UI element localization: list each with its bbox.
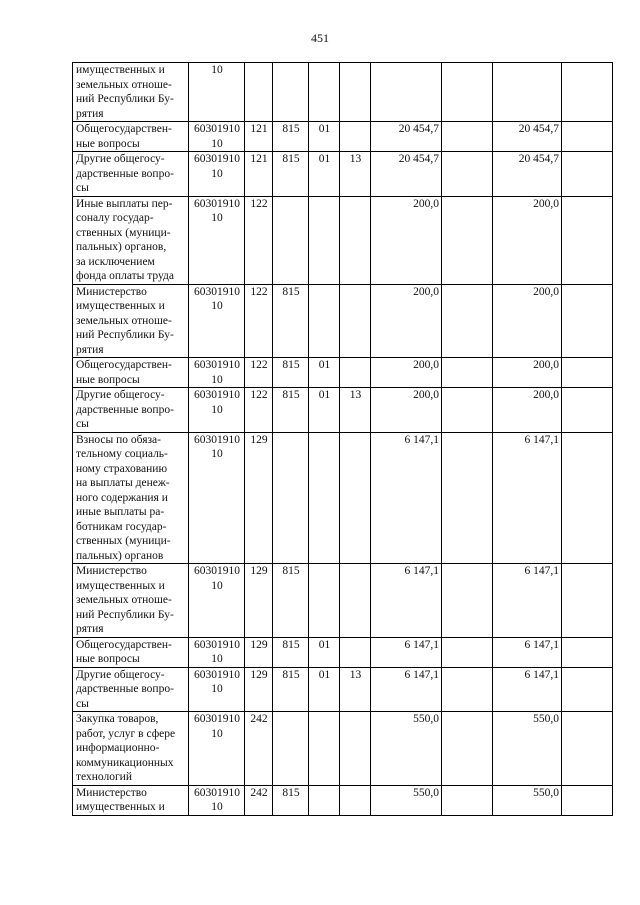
table-row: [73, 785, 613, 815]
cell-sum-3: 6 147,1: [493, 667, 562, 712]
cell-admin-code: 815: [273, 667, 309, 712]
cell-name: Министерство имущественных и: [73, 785, 189, 815]
budget-table: [72, 62, 613, 816]
cell-subsection: [340, 358, 371, 388]
cell-target-article: 60301910 10: [189, 388, 245, 433]
table-row: [73, 432, 613, 564]
cell-admin-code: 815: [273, 284, 309, 358]
table-row: [73, 196, 613, 284]
cell-sum-1: 6 147,1: [371, 667, 442, 712]
cell-name: Другие общегосу- дарственные вопро- сы: [73, 667, 189, 712]
cell-admin-code: 815: [273, 152, 309, 197]
cell-subsection: [340, 196, 371, 284]
table-row: [73, 667, 613, 712]
cell-admin-code: 815: [273, 122, 309, 152]
cell-sum-4: [562, 564, 613, 638]
cell-name: Взносы по обяза- тельному социаль- ному страхованию на выплаты денеж- ного содержания и иные выплаты ра- ботникам государ- ственных (муници- пальных) органов: [73, 432, 189, 564]
cell-name: Другие общегосу- дарственные вопро- сы: [73, 152, 189, 197]
cell-expense-type: 129: [245, 637, 273, 667]
cell-target-article: 60301910 10: [189, 284, 245, 358]
cell-target-article: 10: [189, 63, 245, 122]
cell-sum-2: [442, 667, 493, 712]
cell-sum-3: 200,0: [493, 388, 562, 433]
cell-sum-1: 200,0: [371, 284, 442, 358]
cell-admin-code: 815: [273, 358, 309, 388]
table-row: [73, 637, 613, 667]
cell-section: [309, 712, 340, 786]
cell-sum-3: 6 147,1: [493, 564, 562, 638]
cell-sum-2: [442, 785, 493, 815]
cell-sum-4: [562, 432, 613, 564]
cell-target-article: 60301910 10: [189, 785, 245, 815]
cell-sum-2: [442, 388, 493, 433]
table-row: [73, 152, 613, 197]
page-number: 451: [311, 31, 329, 45]
cell-name: Закупка товаров, работ, услуг в сфере информационно- коммуникационных технологий: [73, 712, 189, 786]
cell-sum-1: 6 147,1: [371, 564, 442, 638]
cell-section: 01: [309, 388, 340, 433]
cell-sum-1: 200,0: [371, 388, 442, 433]
cell-section: 01: [309, 667, 340, 712]
cell-sum-3: [493, 63, 562, 122]
cell-admin-code: [273, 196, 309, 284]
cell-sum-1: 550,0: [371, 712, 442, 786]
cell-expense-type: 129: [245, 564, 273, 638]
cell-subsection: 13: [340, 152, 371, 197]
cell-sum-4: [562, 637, 613, 667]
cell-section: 01: [309, 637, 340, 667]
cell-target-article: 60301910 10: [189, 432, 245, 564]
cell-sum-4: [562, 785, 613, 815]
cell-sum-4: [562, 196, 613, 284]
cell-sum-4: [562, 712, 613, 786]
cell-expense-type: 122: [245, 388, 273, 433]
cell-target-article: 60301910 10: [189, 196, 245, 284]
cell-admin-code: [273, 712, 309, 786]
cell-admin-code: 815: [273, 388, 309, 433]
cell-sum-2: [442, 712, 493, 786]
cell-sum-1: 6 147,1: [371, 637, 442, 667]
cell-expense-type: 122: [245, 284, 273, 358]
cell-subsection: [340, 63, 371, 122]
cell-name: Общегосударствен- ные вопросы: [73, 358, 189, 388]
cell-expense-type: [245, 63, 273, 122]
cell-target-article: 60301910 10: [189, 564, 245, 638]
table-row: [73, 564, 613, 638]
cell-admin-code: 815: [273, 564, 309, 638]
cell-sum-1: 6 147,1: [371, 432, 442, 564]
cell-expense-type: 121: [245, 152, 273, 197]
cell-sum-4: [562, 358, 613, 388]
cell-sum-3: 200,0: [493, 196, 562, 284]
cell-admin-code: [273, 63, 309, 122]
cell-sum-2: [442, 152, 493, 197]
cell-name: Общегосударствен- ные вопросы: [73, 122, 189, 152]
cell-section: 01: [309, 122, 340, 152]
cell-subsection: [340, 122, 371, 152]
cell-subsection: [340, 432, 371, 564]
cell-target-article: 60301910 10: [189, 152, 245, 197]
table-row: [73, 284, 613, 358]
cell-sum-4: [562, 667, 613, 712]
cell-target-article: 60301910 10: [189, 637, 245, 667]
cell-section: [309, 196, 340, 284]
cell-sum-1: [371, 63, 442, 122]
cell-section: [309, 564, 340, 638]
cell-section: 01: [309, 358, 340, 388]
table-row: [73, 712, 613, 786]
cell-sum-3: 6 147,1: [493, 637, 562, 667]
cell-expense-type: 122: [245, 196, 273, 284]
cell-subsection: [340, 712, 371, 786]
cell-target-article: 60301910 10: [189, 358, 245, 388]
table-row: [73, 122, 613, 152]
cell-section: [309, 432, 340, 564]
cell-target-article: 60301910 10: [189, 122, 245, 152]
cell-name: Общегосударствен- ные вопросы: [73, 637, 189, 667]
cell-sum-4: [562, 122, 613, 152]
cell-sum-2: [442, 196, 493, 284]
cell-sum-2: [442, 358, 493, 388]
cell-target-article: 60301910 10: [189, 712, 245, 786]
cell-name: имущественных и земельных отноше- ний Республики Бу- рятия: [73, 63, 189, 122]
cell-subsection: [340, 785, 371, 815]
cell-sum-3: 550,0: [493, 785, 562, 815]
cell-sum-4: [562, 152, 613, 197]
cell-name: Министерство имущественных и земельных отноше- ний Республики Бу- рятия: [73, 284, 189, 358]
cell-sum-1: 200,0: [371, 196, 442, 284]
cell-expense-type: 129: [245, 667, 273, 712]
cell-sum-4: [562, 63, 613, 122]
cell-expense-type: 129: [245, 432, 273, 564]
cell-subsection: 13: [340, 388, 371, 433]
table-row: [73, 358, 613, 388]
cell-expense-type: 122: [245, 358, 273, 388]
cell-sum-1: 20 454,7: [371, 122, 442, 152]
cell-expense-type: 242: [245, 712, 273, 786]
cell-sum-3: 200,0: [493, 358, 562, 388]
cell-sum-1: 200,0: [371, 358, 442, 388]
cell-subsection: [340, 637, 371, 667]
cell-target-article: 60301910 10: [189, 667, 245, 712]
cell-sum-1: 550,0: [371, 785, 442, 815]
table-row: [73, 388, 613, 433]
cell-section: 01: [309, 152, 340, 197]
table-row: [73, 63, 613, 122]
cell-admin-code: [273, 432, 309, 564]
cell-section: [309, 785, 340, 815]
cell-expense-type: 121: [245, 122, 273, 152]
cell-subsection: [340, 284, 371, 358]
cell-sum-3: 20 454,7: [493, 122, 562, 152]
cell-admin-code: 815: [273, 637, 309, 667]
cell-sum-2: [442, 63, 493, 122]
cell-admin-code: 815: [273, 785, 309, 815]
cell-sum-4: [562, 284, 613, 358]
cell-expense-type: 242: [245, 785, 273, 815]
cell-sum-3: 550,0: [493, 712, 562, 786]
cell-sum-2: [442, 122, 493, 152]
cell-subsection: [340, 564, 371, 638]
cell-sum-1: 20 454,7: [371, 152, 442, 197]
cell-sum-3: 20 454,7: [493, 152, 562, 197]
cell-sum-2: [442, 432, 493, 564]
cell-name: Другие общегосу- дарственные вопро- сы: [73, 388, 189, 433]
cell-sum-4: [562, 388, 613, 433]
cell-section: [309, 284, 340, 358]
cell-sum-3: 200,0: [493, 284, 562, 358]
cell-name: Министерство имущественных и земельных отноше- ний Республики Бу- рятия: [73, 564, 189, 638]
cell-sum-3: 6 147,1: [493, 432, 562, 564]
cell-section: [309, 63, 340, 122]
cell-sum-2: [442, 564, 493, 638]
cell-sum-2: [442, 637, 493, 667]
cell-sum-2: [442, 284, 493, 358]
cell-subsection: 13: [340, 667, 371, 712]
cell-name: Иные выплаты пер- соналу государ- ственных (муници- пальных) органов, за исключением фонда оплаты труда: [73, 196, 189, 284]
